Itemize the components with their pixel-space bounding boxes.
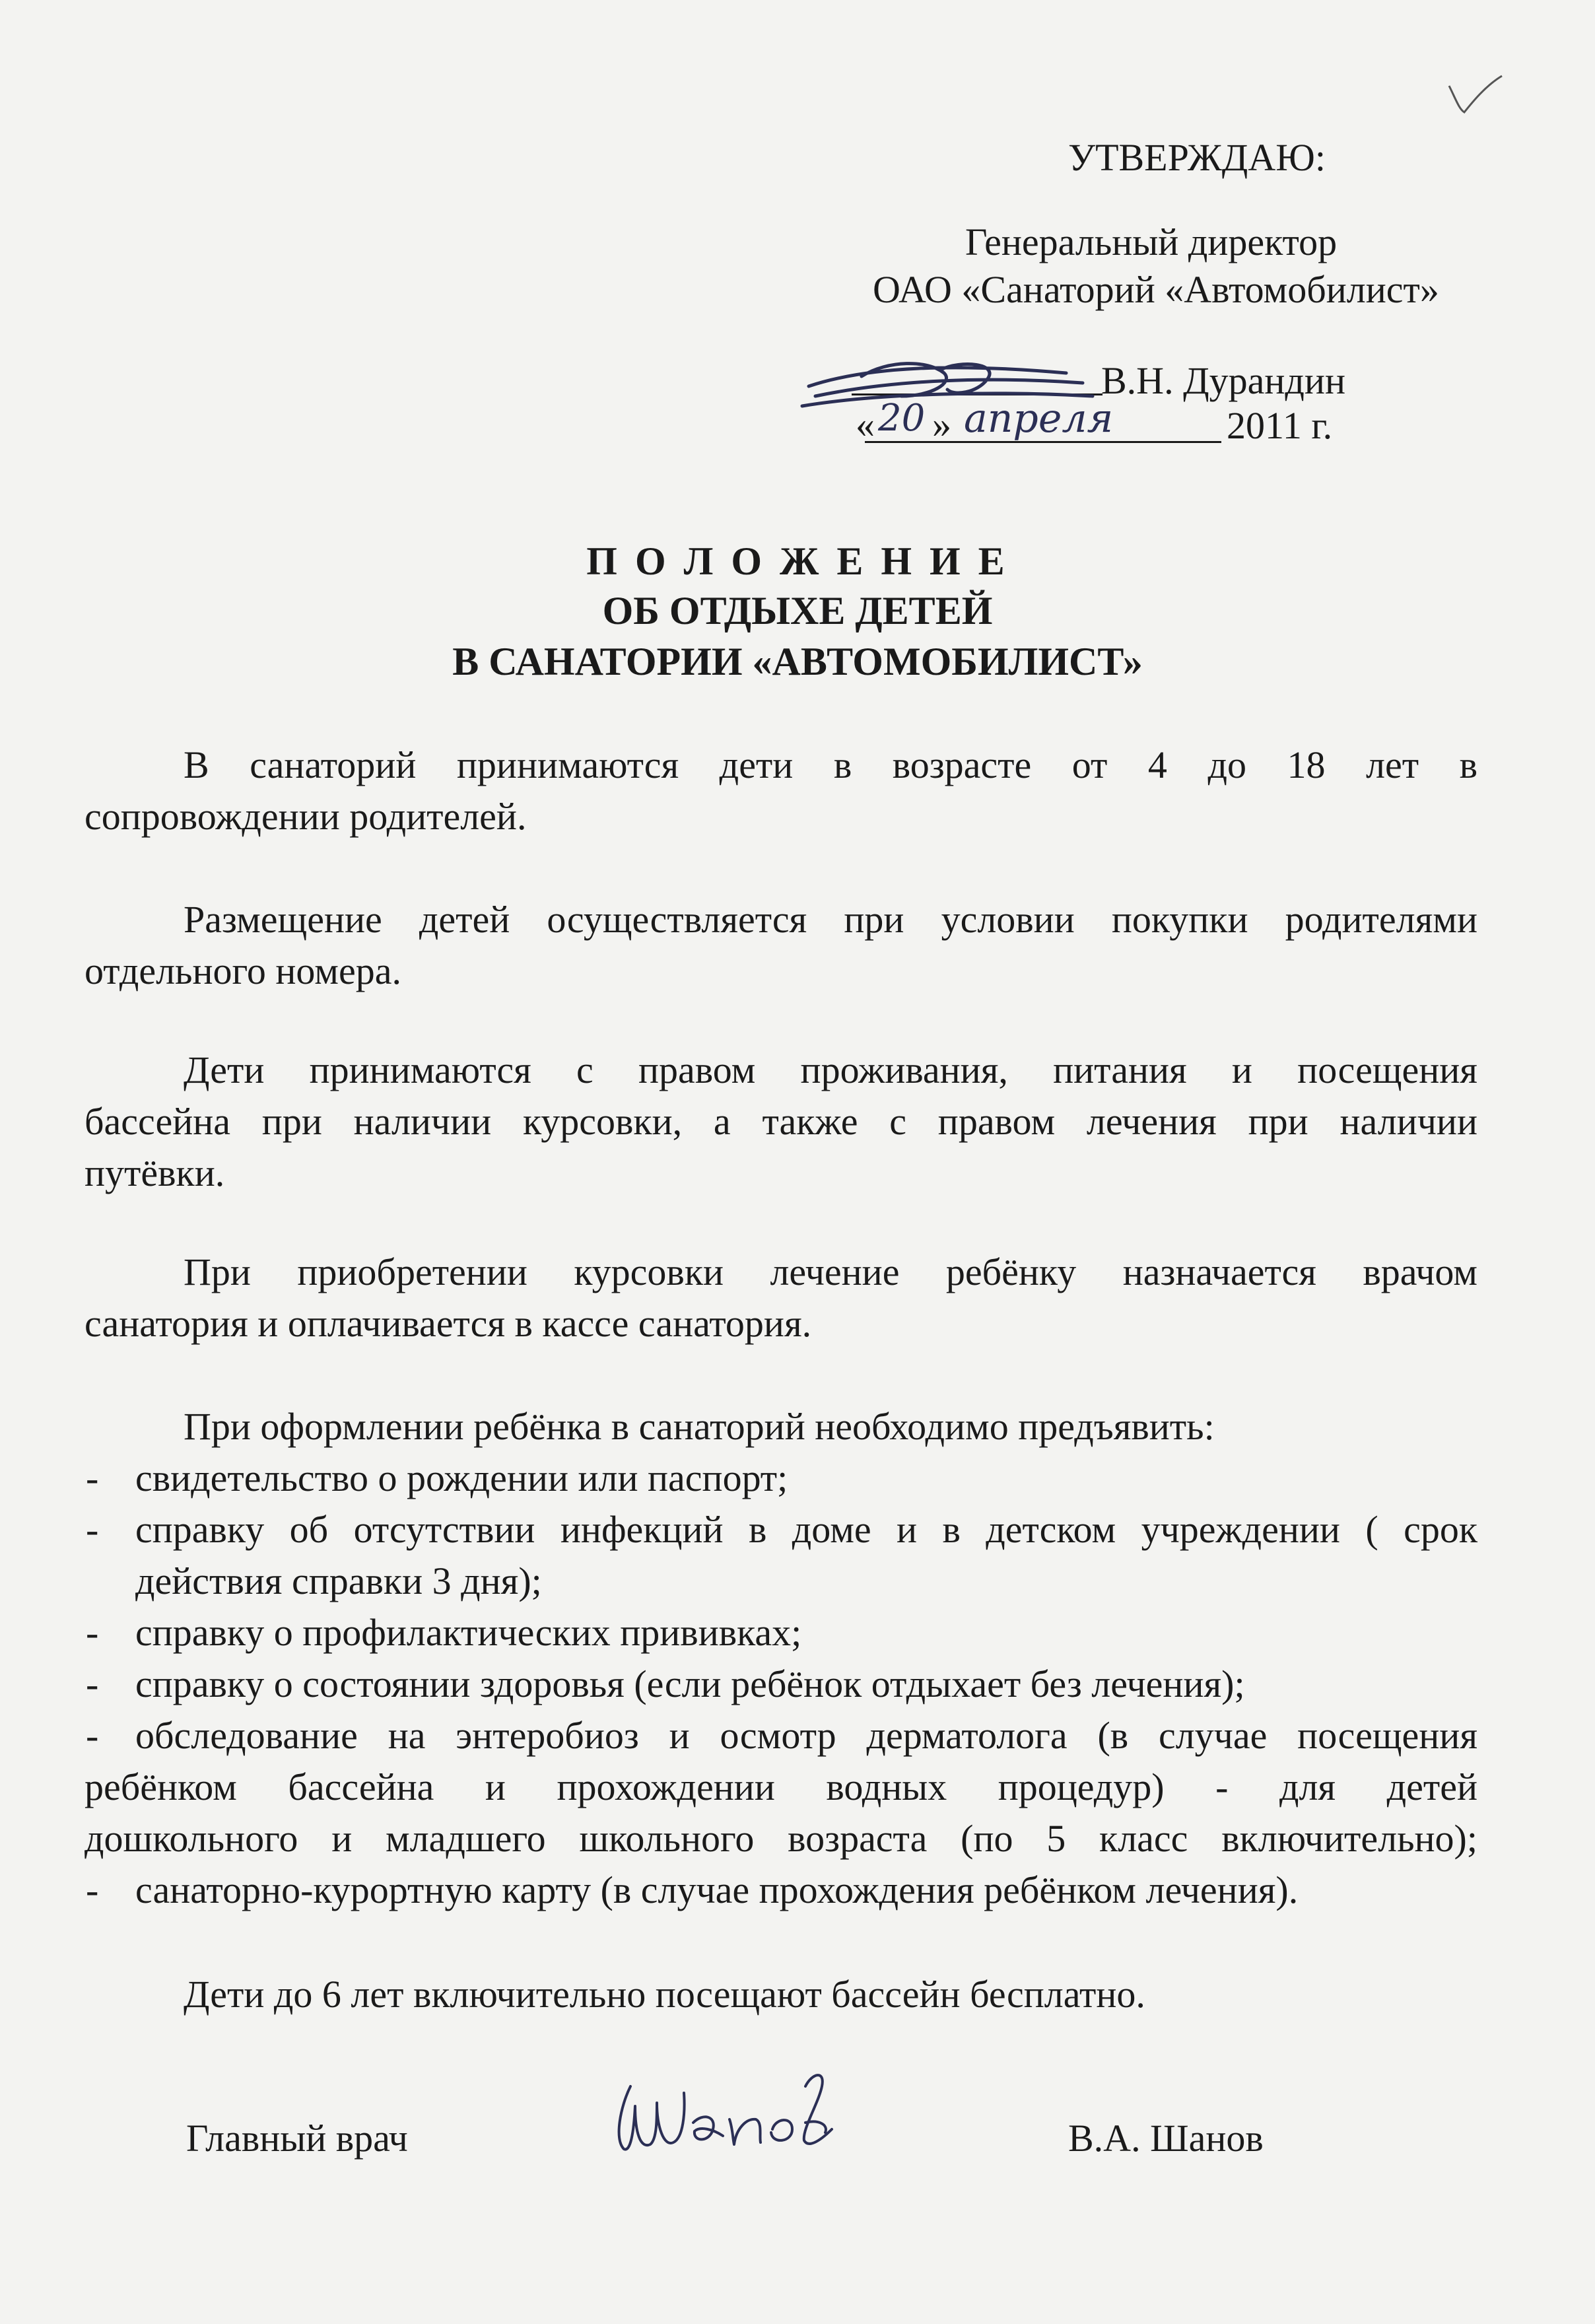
- list-item-4: справку о состоянии здоровья (если ребёнок отдыхает без лечения);: [135, 1662, 1245, 1705]
- list-item-5-line-1: обследование на энтеробиоз и осмотр дерматолога (в случае посещения: [135, 1714, 1477, 1757]
- list-dash: -: [86, 1611, 99, 1654]
- list-item-5-line-3: дошкольного и младшего школьного возраста (по 5 класс включительно);: [85, 1817, 1477, 1860]
- approval-heading: УТВЕРЖДАЮ:: [1068, 136, 1326, 179]
- list-item-2-line-2: действия справки 3 дня);: [135, 1559, 542, 1602]
- approval-organization: ОАО «Санаторий «Автомобилист»: [873, 268, 1439, 311]
- check-mark-icon: [1446, 73, 1505, 119]
- list-dash: -: [86, 1714, 99, 1757]
- paragraph-3-line-1: Дети принимаются с правом проживания, питания и посещения: [184, 1048, 1477, 1091]
- signature-name: В.А. Шанов: [1068, 2117, 1264, 2160]
- closing-statement: Дети до 6 лет включительно посещают бассейн бесплатно.: [184, 1973, 1145, 2016]
- paragraph-4-line-1: При приобретении курсовки лечение ребёнку назначается врачом: [184, 1250, 1477, 1293]
- date-underline: [865, 441, 1221, 443]
- list-dash: -: [86, 1868, 99, 1911]
- approval-position: Генеральный директор: [965, 221, 1338, 263]
- paragraph-1-line-2: сопровождении родителей.: [85, 795, 527, 838]
- paragraph-3-line-2: бассейна при наличии курсовки, а также с правом лечения при наличии: [85, 1100, 1477, 1143]
- paragraph-2-line-2: отдельного номера.: [85, 949, 401, 992]
- list-item-1: свидетельство о рождении или паспорт;: [135, 1456, 788, 1499]
- list-item-2-line-1: справку об отсутствии инфекций в доме и в детском учреждении ( срок: [135, 1508, 1477, 1551]
- document-title: П О Л О Ж Е Н И Е: [586, 539, 1009, 583]
- paragraph-5-line-1: При оформлении ребёнка в санаторий необходимо предъявить:: [184, 1405, 1215, 1448]
- date-quote-close: »: [932, 403, 951, 446]
- document-subtitle-1: ОБ ОТДЫХЕ ДЕТЕЙ: [602, 589, 993, 632]
- list-item-6: санаторно-курортную карту (в случае прохождения ребёнком лечения).: [135, 1868, 1299, 1911]
- director-name: В.Н. Дурандин: [1101, 359, 1346, 402]
- list-dash: -: [86, 1456, 99, 1499]
- paragraph-3-line-3: путёвки.: [85, 1151, 225, 1194]
- date-quote-open: «: [856, 403, 875, 446]
- signature-role: Главный врач: [186, 2117, 408, 2160]
- list-dash: -: [86, 1662, 99, 1705]
- paragraph-4-line-2: санатория и оплачивается в кассе санатория.: [85, 1302, 812, 1345]
- list-item-3: справку о профилактических прививках;: [135, 1611, 802, 1654]
- list-item-5-line-2: ребёнком бассейна и прохождении водных процедур) - для детей: [85, 1765, 1477, 1808]
- doctor-signature: [594, 2067, 904, 2166]
- date-year: 2011 г.: [1227, 404, 1333, 447]
- paragraph-1-line-1: В санаторий принимаются дети в возрасте от 4 до 18 лет в: [184, 743, 1477, 786]
- paragraph-2-line-1: Размещение детей осуществляется при условии покупки родителями: [184, 898, 1477, 941]
- date-day: 20: [878, 397, 926, 440]
- document-subtitle-2: В САНАТОРИИ «АВТОМОБИЛИСТ»: [452, 640, 1143, 683]
- list-dash: -: [86, 1508, 99, 1551]
- date-month: апреля: [964, 395, 1114, 442]
